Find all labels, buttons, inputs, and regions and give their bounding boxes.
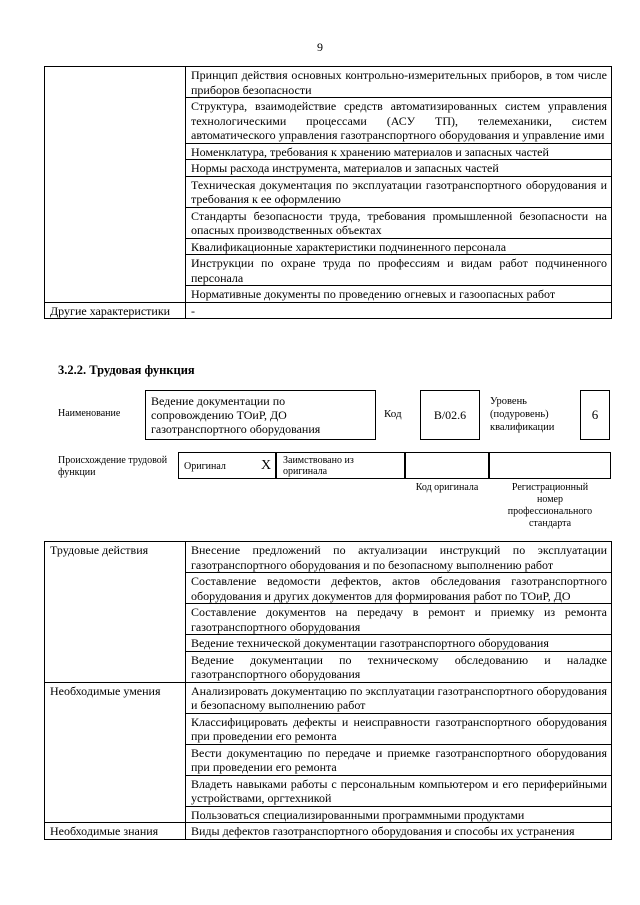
table-row xyxy=(45,823,612,840)
origin-original-cell xyxy=(178,452,276,479)
borrowed-label: Заимствовано из оригинала xyxy=(283,455,354,477)
item-cell: Владеть навыками работы с персональным компьютером и его периферийными устройствами, оргтехникой xyxy=(186,775,612,806)
function-name-value: Ведение документации по сопровождению ТОиР, ДО газотранспортного оборудования xyxy=(151,394,321,436)
item-cell: Составление документов на передачу в ремонт и приемку из ремонта газотранспортного оборудования xyxy=(186,604,612,635)
item-cell: Анализировать документацию по эксплуатации газотранспортного оборудования и безопасному выполнению работ xyxy=(186,682,612,713)
name-label: Наименование xyxy=(58,408,121,419)
origin-code-cell xyxy=(405,452,489,479)
origin-reg-cell xyxy=(489,452,611,479)
row-header-cell: Необходимые знания xyxy=(45,823,186,840)
item-cell: Вести документацию по передаче и приемке газотранспортного оборудования при проведении его ремонта xyxy=(186,744,612,775)
item-cell: Ведение технической документации газотранспортного оборудования xyxy=(186,635,612,652)
reg-number-caption: Регистрационный номер профессионального стандарта xyxy=(507,482,593,529)
item-cell: Инструкции по охране труда по профессиям и видам работ подчиненного персонала xyxy=(186,255,612,286)
table-row xyxy=(45,302,612,319)
table-row xyxy=(45,682,612,713)
table-row xyxy=(45,542,612,573)
level-label: Уровень (подуровень) квалификации xyxy=(490,396,555,433)
function-name-box xyxy=(145,390,376,440)
level-box xyxy=(580,390,610,440)
original-label: Оригинал xyxy=(184,461,226,472)
row-header-cell xyxy=(45,67,186,303)
item-cell: Ведение документации по техническому обследованию и наладке газотранспортного оборудования xyxy=(186,651,612,682)
row-header-cell: Трудовые действия xyxy=(45,542,186,683)
item-cell: Нормы расхода инструмента, материалов и запасных частей xyxy=(186,160,612,177)
item-cell: Пользоваться специализированными программными продуктами xyxy=(186,806,612,823)
item-cell: Виды дефектов газотранспортного оборудования и способы их устранения xyxy=(186,823,612,840)
function-details-table xyxy=(44,541,612,840)
item-cell: Принцип действия основных контрольно-измерительных приборов, в том числе приборов безопасности xyxy=(186,67,612,98)
function-code-box xyxy=(420,390,480,440)
item-cell: Техническая документация по эксплуатации газотранспортного оборудования и требования к ее оформлению xyxy=(186,176,612,207)
original-mark: X xyxy=(261,458,272,473)
row-header-cell: Другие характеристики xyxy=(45,302,186,319)
code-label: Код xyxy=(384,408,402,420)
table-row xyxy=(45,67,612,98)
item-cell: Структура, взаимодействие средств автоматизированных систем управления технологическими процессами (АСУ ТП), телемеханики, систем автоматического управления газотранспортного оборудования и управление ими xyxy=(186,98,612,144)
function-code-value: B/02.6 xyxy=(433,408,467,422)
item-cell: Внесение предложений по актуализации инструкций по эксплуатации газотранспортного оборудования и по безопасному выполнению работ xyxy=(186,542,612,573)
knowledge-table-top xyxy=(44,66,612,319)
section-title: 3.2.2. Трудовая функция xyxy=(58,363,195,377)
level-value: 6 xyxy=(591,407,599,422)
item-cell: Квалификационные характеристики подчиненного персонала xyxy=(186,238,612,255)
item-cell: - xyxy=(186,302,612,319)
row-header-cell: Необходимые умения xyxy=(45,682,186,823)
item-cell: Номенклатура, требования к хранению материалов и запасных частей xyxy=(186,143,612,160)
item-cell: Нормативные документы по проведению огневых и газоопасных работ xyxy=(186,286,612,303)
code-original-caption: Код оригинала xyxy=(415,482,479,493)
origin-borrowed-cell xyxy=(276,452,405,479)
item-cell: Составление ведомости дефектов, актов обследования газотранспортного оборудования и других документов для формирования работ по ТОиР, ДО xyxy=(186,573,612,604)
origin-label: Происхождение трудовой функции xyxy=(58,455,168,478)
item-cell: Классифицировать дефекты и неисправности газотранспортного оборудования при проведении его ремонта xyxy=(186,713,612,744)
page-number: 9 xyxy=(317,40,323,54)
item-cell: Стандарты безопасности труда, требования промышленной безопасности на опасных производственных объектах xyxy=(186,207,612,238)
